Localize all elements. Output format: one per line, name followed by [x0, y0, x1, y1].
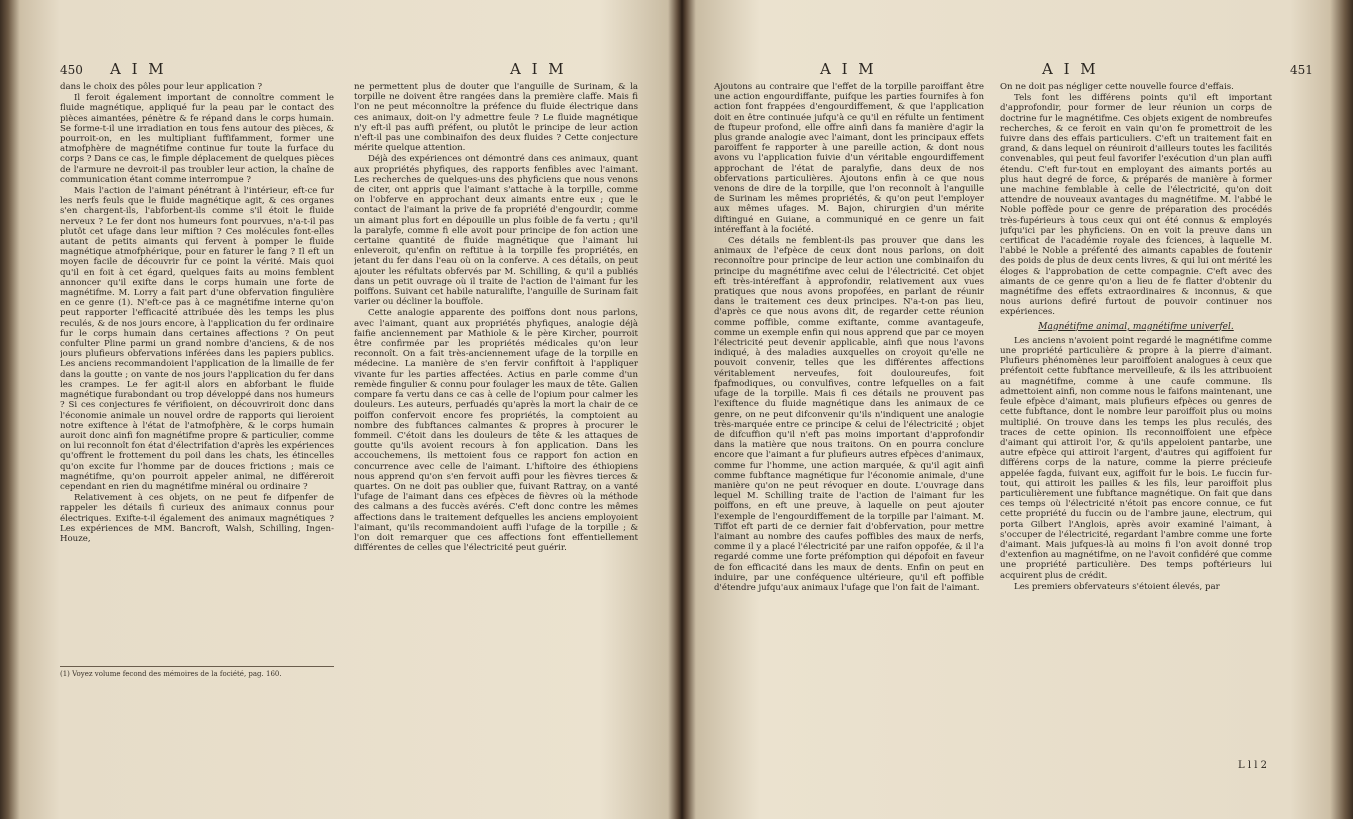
signature-mark: L l l 2 — [1238, 760, 1267, 771]
paragraph: Relativement à ces objets, on ne peut fe difpenfer de rappeler les détails fi curieux des animaux connus pour électriques. Exifte-t-il également des animaux magnétiques ? Les expériences de MM. Bancroft, Walsh, Schilling, Ingen-Houze, — [60, 493, 334, 544]
left-page-header — [60, 60, 83, 78]
right-running-head-2: A I M — [1042, 60, 1099, 78]
paragraph: Ces détails ne femblent-ils pas prouver que dans les animaux de l'efpèce de ceux dont nous parlons, on doit reconnoître pour principe de leur action une combinaifon du principe du magnétifme avec celui de l'électricité. Cet objet eft très-intéreffant à approfondir, relativement aux vues pratiques que nous avons propofées, en parlant de réunir dans le traitement ces deux principes. N'a-t-on pas lieu, d'après ce que nous avons dit, de regarder cette réunion comme poffible, comme exiftante, comme avantageufe, comme un exemple enfin qui nous apprend que par ce moyen l'électricité peut devenir applicable, ainfi que nous l'avons indiqué, à des maladies auxquelles on croyoit qu'elle ne pouvoit convenir, telles que les différentes affections véritablement nerveufes, foit douloureufes, foit fpafmodiques, ou convulfives, contre lefquelles on a fait ufage de la torpille. Mais fi ces détails ne prouvent pas l'exiftence du fluide magnétique dans les animaux de ce genre, on ne peut difconvenir qu'ils n'indiquent une analogie très-marquée entre ce principe & celui de l'électricité ; objet de difcuffion qu'il n'eft pas moins important d'approfondir dans la matière que nous traitons. On en pourra conclure encore que l'aimant a fur plufieurs autres efpèces d'animaux, comme fur l'homme, une action marquée, & qu'il agit ainfi comme fubftance magnétique fur l'économie animale, d'une manière qu'on ne peut révoquer en doute. L'ouvrage dans lequel M. Schilling traite de l'action de l'aimant fur les poiffons, en eft une preuve, à laquelle on peut ajouter l'exemple de l'engourdiffement de la torpille par l'aimant. M. Tiffot eft parti de ce dernier fait d'obfervation, pour mettre l'aimant au nombre des caufes poffibles des maux de nerfs, comme il y a placé l'électricité par une raifon oppofée, & il l'a regardé comme une forte préfomption qui dépofoit en faveur de fon efficacité dans les maux de dents. Enfin on peut en induire, par une conféquence ultérieure, qu'il eft poffible d'étendre jufqu'aux animaux l'ufage que l'on fait de l'aimant. — [714, 236, 984, 593]
right-page-header — [1290, 60, 1313, 78]
right-column-1 — [714, 82, 984, 754]
paragraph: Ajoutons au contraire que l'effet de la torpille paroiffant être une action engourdiffante, puifque les parties fournifes à fon action font frappées d'engourdiffement, & que l'application doit en être continuée jufqu'à ce qu'il en réfulte un fentiment de ftupeur profond, elle offre ainfi dans fa manière d'agir la plus grande analogie avec l'aimant, dont les principaux effets paroiffent fe rapporter à une pareille action, & dont nous avons vu l'application fuivie d'un véritable engourdiffement approchant de l'état de paralyfie, dans deux de nos obfervations particulières. Ajoutons enfin à ce que nous venons de dire de la torpille, que l'on reconnoît à l'anguille de Surinam les mêmes propriétés, & qu'on peut l'employer aux mêmes ufages. M. Bajon, chirurgien d'un mérite diftingué en Guiane, a communiqué en ce genre un fait intéreffant à la fociété. — [714, 82, 984, 235]
paragraph: Déjà des expériences ont démontré dans ces animaux, quant aux propriétés phyfiques, des rapports fenfibles avec l'aimant. Les recherches de quelques-uns des phyficiens que nous venons de citer, ont appris que l'aimant s'attache à la torpille, comme on l'obferve en approchant deux aimants entre eux ; que le contact de l'aimant la prive de fa propriété d'engourdir, comme un aimant plus fort en dépouille un plus foible de fa vertu ; qu'il la paralyfe, comme fi elle avoit pour principe de fon action une certaine quantité de fluide magnétique que l'aimant lui enleveroit, qu'enfin on reftitue à la torpille fes propriétés, en jetant du fer dans l'eau où on la conferve. A ces détails, on peut ajouter les réfultats obfervés par M. Schilling, & qu'il a publiés dans un petit ouvrage où il traite de l'action de l'aimant fur les poiffons. Suivant cet habile naturalifte, l'anguille de Surinam fait varier ou décliner la bouffole. — [354, 154, 638, 308]
left-column-1 — [60, 82, 334, 642]
paragraph: Il feroit également important de connoître comment le fluide magnétique, appliqué fur la peau par le contact des pièces aimantées, pénètre & fe répand dans le corps humain. Se forme-t-il une irradiation en tous fens autour des pièces, & pourroit-on, en les multipliant fuffifamment, former une atmofphère de magnétifme continue fur toute la furface du corps ? Dans ce cas, le fimple déplacement de quelques pièces de l'armure ne devroit-il pas troubler leur action, la chaîne de communication étant comme interrompue ? — [60, 93, 334, 185]
left-column-2 — [354, 82, 638, 770]
paragraph: Mais l'action de l'aimant pénétrant à l'intérieur, eft-ce fur les nerfs feuls que le fluide magnétique agit, & ces organes s'en chargent-ils, l'abforbent-ils comme s'il étoit le fluide nerveux ? Le fer dont nos humeurs font pourvues, n'a-t-il pas plutôt cet ufage dans leur miftion ? Ces molécules font-elles autant de petits aimants qui fervent à pomper le fluide magnétique atmofphérique, pour en faturer le fang ? Il eft un moyen facile de découvrir fur ce point la vérité. Mais quoi qu'il en foit à cet égard, quelques faits au moins femblent annoncer qu'il exifte dans le corps humain une forte de magnétifme. M. Lorry a fait part d'une obfervation fingulière en ce genre (1). N'eft-ce pas à ce magnétifme interne qu'on peut rapporter l'efficacité attribuée dès les temps les plus reculés, & de nos jours encore, à l'application du fer ordinaire fur le corps humain dans certaines affections ? On peut confulter Pline parmi un grand nombre d'anciens, & de nos jours plufieurs obfervations inférées dans les papiers publics. Les anciens recommandoient l'application de la limaille de fer dans la goutte ; on vante de nos jours l'application du fer dans les crampes. Le fer agit-il alors en abforbant le fluide magnétique furabondant ou trop développé dans nos humeurs ? Si ces conjectures fe vérifioient, on découvriroit donc dans l'économie animale un nouvel ordre de rapports qui lieroient notre exiftence à l'état de l'atmofphère, & le corps humain auroit donc ainfi fon magnétifme propre & particulier, comme on lui reconnoît fon état d'électrifation d'après les expériences qu'offrent le frottement du poil dans les chats, les étincelles qu'on excite fur l'homme par de douces frictions ; mais ce magnétifme, qu'on pourroit appeler animal, ne différeroit cependant en rien du magnétifme minéral ou ordinaire ? — [60, 186, 334, 492]
footnote: (1) Voyez volume fecond des mémoires de la fociété, pag. 160. — [60, 670, 282, 678]
paragraph: dans le choix des pôles pour leur application ? — [60, 82, 263, 92]
paragraph: Cette analogie apparente des poiffons dont nous parlons, avec l'aimant, quant aux propriétés phyfiques, analogie déjà faifie anciennement par Mathiole & le père Kircher, pourroit être confirmée par les propriétés médicales qu'on leur reconnoît. On a fait très-anciennement ufage de la torpille en médecine. La manière de s'en fervir confiftoit à l'appliquer vivante fur les parties affectées. Actius en parle comme d'un remède fingulier & connu pour foulager les maux de tête. Galien compare fa vertu dans ce cas à celle de l'opium pour calmer les douleurs. Les auteurs, perfuadés qu'après la mort la chair de ce poiffon confervoit encore fes propriétés, la comptoient au nombre des fubftances calmantes & propres à procurer le fommeil. C'étoit dans les douleurs de tête & les attaques de goutte qu'ils avoient recours à fon application. Dans les accouchemens, ils mettoient fous ce rapport fon action en concurrence avec celle de l'aimant. L'hiftoire des éthiopiens nous apprend qu'on s'en fervoit auffi pour les fièvres tierces & quartes. On ne doit pas oublier que, fuivant Rattray, on a vanté l'ufage de l'aimant dans ces efpèces de fièvres où la méthode des calmans a des fuccès avérés. C'eft donc contre les mêmes affections dans le traitement defquelles les anciens employoient l'aimant, qu'ils recommandoient auffi l'ufage de la torpille ; & l'on doit remarquer que ces affections font effentiellement différentes de celles que l'électricité peut guérir. — [354, 308, 638, 554]
paragraph: On ne doit pas négliger cette nouvelle fource d'effais. — [1000, 82, 1234, 92]
paragraph: Tels font les différens points qu'il eft important d'approfondir, pour former de leur réunion un corps de doctrine fur le magnétifme. Ces objets exigent de nombreufes recherches, & ce feroit en vain qu'on fe promettroit de les fuivre dans des effais particuliers. C'eft un traitement fait en grand, & dans lequel on réuniroit d'ailleurs toutes les facilités convenables, qui peut feul favorifer l'exécution d'un plan auffi étendu. C'eft fur-tout en employant des aimants portés au plus haut degré de force, & préparés de manière à former une machine femblable à celle de l'électricité, qu'on doit attendre de nouveaux avantages du magnétifme. M. l'abbé le Noble poffède pour ce genre de préparation des procédés très-fupérieurs à tous ceux qui ont été connus & employés jufqu'ici par les phyficiens. On en voit la preuve dans un certificat de l'académie royale des fciences, à laquelle M. l'abbé le Noble a préfenté des aimants capables de foutenir des poids de plus de deux cents livres, & qui lui ont mérité les éloges & l'approbation de cette compagnie. C'eft avec des aimants de ce genre qu'on a lieu de fe flatter d'obtenir du magnétifme des effets extraordinaires & inconnus, & que nous aurions defiré furtout de pouvoir continuer nos expériences. — [1000, 93, 1272, 318]
left-running-head-1: A I M — [110, 60, 167, 78]
section-title: Magnétifme animal, magnétifme univerfel. — [1038, 321, 1234, 332]
paragraph: Les anciens n'avoient point regardé le magnétifme comme une propriété particulière & propre à la pierre d'aimant. Plufieurs phénomènes leur paroiffoient analogues à ceux que préfentoit cette fubftance merveilleufe, & ils les attribuoient au magnétifme, comme à une caufe commune. Ils admettoient ainfi, non comme nous le faifons maintenant, une feule efpèce d'aimant, mais plufieurs efpèces ou genres de cette fubftance, dont le nombre leur paroiffoit plus ou moins multiplié. On trouve dans les temps les plus reculés, des traces de cette opinion. Ils reconnoiffoient une efpèce d'aimant qui attiroit l'or, & qu'ils appeloient pantarbe, une autre efpèce qui attiroit l'argent, d'autres qui agiffoient fur différens corps de la nature, comme la pierre précieufe appelée fagda, fuivant eux, agiffoit fur le bois. Le fuccin fur-tout, qui attiroit les pailles & les fils, leur paroiffoit plus particulièrement une fubftance magnétique. On fait que dans ces temps où l'électricité n'étoit pas encore connue, ce fut cette propriété du fuccin ou de l'ambre jaune, electrum, qui porta Gilbert l'Anglois, après avoir examiné l'aimant, à s'occuper de l'électricité, regardant l'ambre comme une forte d'aimant. Mais jufques-là au moins fi l'on avoit donné trop d'extenfion au magnétifme, on ne l'avoit confidéré que comme une propriété particulière. Des temps poftérieurs lui acquirent plus de crédit. — [1000, 335, 1272, 581]
left-page-number: 450 — [60, 63, 83, 77]
right-column-2 — [1000, 82, 1272, 758]
paragraph: ne permettent plus de douter que l'anguille de Surinam, & la torpille ne doivent être rangées dans la première claffe. Mais fi l'on ne peut méconnoître la préfence du fluide électrique dans ces animaux, doit-on l'y admettre feule ? Le fluide magnétique n'y eft-il pas auffi préfent, ou plutôt le principe de leur action n'eft-il pas une combinaifon des deux fluides ? Cette conjecture mérite quelque attention. — [354, 82, 638, 154]
footnote-rule — [60, 666, 334, 667]
left-running-head-2: A I M — [510, 60, 567, 78]
left-page — [14, 0, 676, 819]
right-page-number: 451 — [1290, 63, 1313, 77]
right-page — [690, 0, 1340, 819]
right-running-head-1: A I M — [820, 60, 877, 78]
paragraph: Les premiers obfervateurs s'étoient élevés, par — [1014, 581, 1220, 592]
